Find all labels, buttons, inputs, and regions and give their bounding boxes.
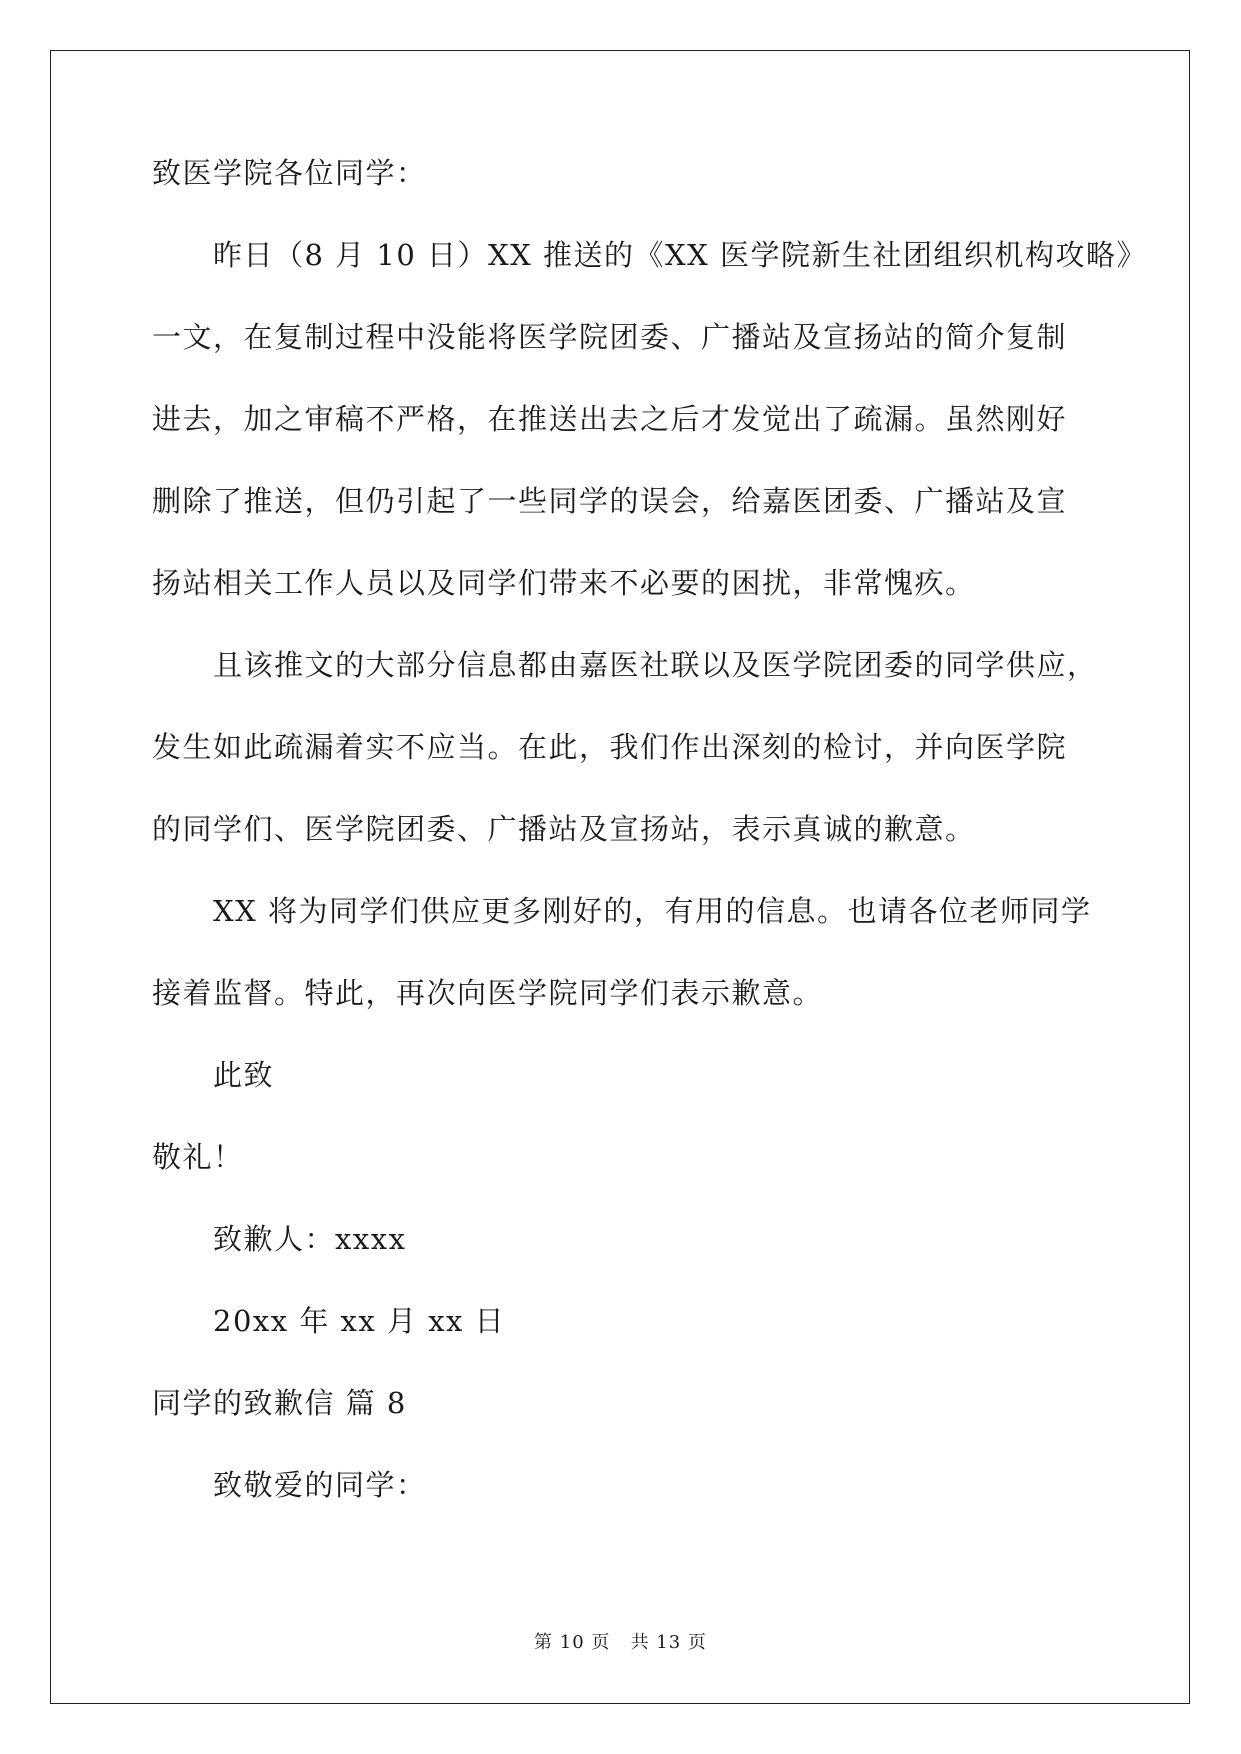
- signature-line: 致歉人：xxxx: [213, 1222, 407, 1256]
- paragraph-line: 昨日（8 月 10 日）XX 推送的《XX 医学院新生社团组织机构攻略》: [213, 238, 1148, 272]
- date-line: 20xx 年 xx 月 xx 日: [213, 1304, 506, 1338]
- closing-line: 此致: [213, 1058, 275, 1092]
- paragraph-line: 扬站相关工作人员以及同学们带来不必要的困扰，非常愧疚。: [152, 566, 976, 600]
- page-total: 共 13 页: [630, 1632, 707, 1653]
- document-body: [152, 132, 1148, 1526]
- closing-salute: 敬礼！: [152, 1140, 244, 1174]
- paragraph-line: XX 将为同学们供应更多刚好的，有用的信息。也请各位老师同学: [213, 894, 1092, 928]
- paragraph-line: 删除了推送，但仍引起了一些同学的误会，给嘉医团委、广播站及宣: [152, 484, 1068, 518]
- paragraph-line: 进去，加之审稿不严格，在推送出去之后才发觉出了疏漏。虽然刚好: [152, 402, 1068, 436]
- page-number: 第 10 页: [534, 1632, 611, 1653]
- paragraph-line: 一文，在复制过程中没能将医学院团委、广播站及宣扬站的简介复制: [152, 320, 1068, 354]
- paragraph-line: 且该推文的大部分信息都由嘉医社联以及医学院团委的同学供应，: [213, 648, 1098, 682]
- salutation: 致敬爱的同学：: [213, 1468, 427, 1502]
- salutation: 致医学院各位同学：: [152, 156, 427, 190]
- paragraph-line: 发生如此疏漏着实不应当。在此，我们作出深刻的检讨，并向医学院: [152, 730, 1068, 764]
- page-footer: [0, 1628, 1241, 1654]
- section-heading: 同学的致歉信 篇 8: [152, 1386, 407, 1420]
- paragraph-line: 的同学们、医学院团委、广播站及宣扬站，表示真诚的歉意。: [152, 812, 976, 846]
- paragraph-line: 接着监督。特此，再次向医学院同学们表示歉意。: [152, 976, 824, 1010]
